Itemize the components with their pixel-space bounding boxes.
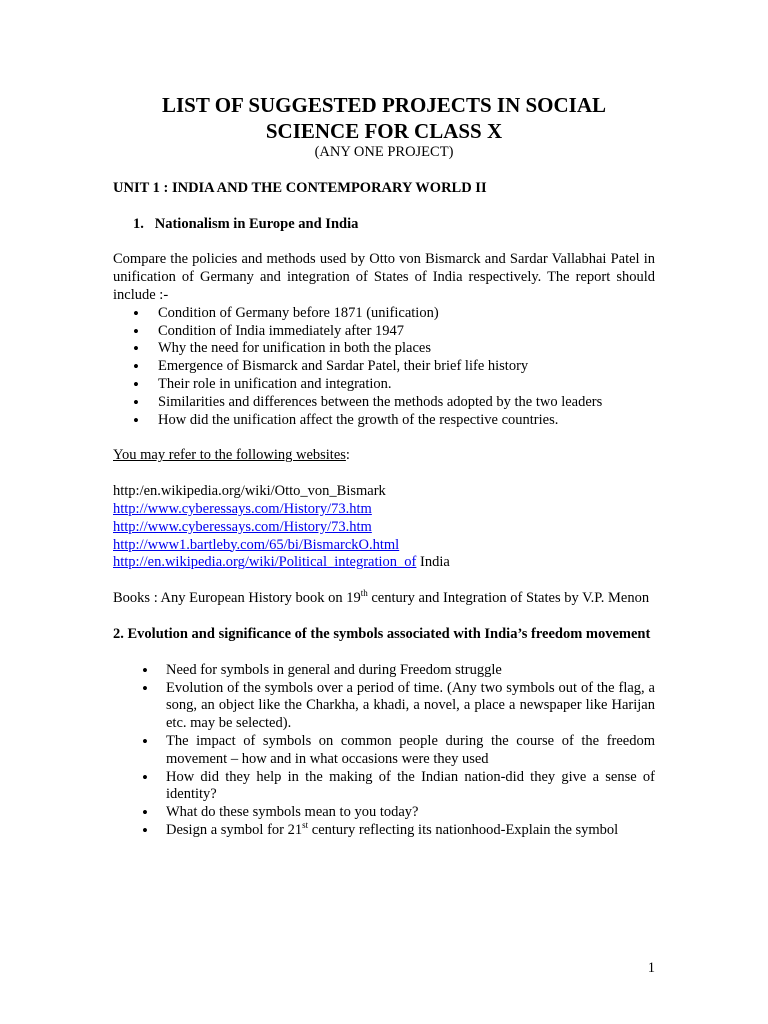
- books-reference: [113, 590, 655, 608]
- books-text: Books : Any European History book on 19: [113, 590, 361, 607]
- list-item: • Similarities and differences between the methods adopted by the two leaders: [113, 394, 655, 412]
- list-item: • Condition of India immediately after 1947: [113, 323, 655, 341]
- last-bullet-text: Design a symbol for 21: [166, 821, 303, 838]
- unit-heading: UNIT 1 : INDIA AND THE CONTEMPORARY WORLD II: [113, 179, 487, 196]
- project1-intro: Compare the policies and methods used by Otto von Bismarck and Sardar Vallabhai Patel in unification of Germany and integration of States of India respectively. The report should include :-: [113, 251, 655, 303]
- website-link[interactable]: http://www1.bartleby.com/65/bi/BismarckO.html: [113, 536, 400, 553]
- list-item: • What do these symbols mean to you today?: [113, 804, 655, 822]
- list-item: • Evolution of the symbols over a period of time. (Any two symbols out of the flag, a song, an object like the Charkha, a khadi, a novel, a place a newspaper like Harijan etc. may be selected).: [113, 680, 655, 733]
- project1-title: Nationalism in Europe and India: [154, 215, 359, 232]
- website-suffix: India: [416, 554, 450, 571]
- title-line-1: LIST OF SUGGESTED PROJECTS IN SOCIAL: [161, 93, 607, 117]
- website-link[interactable]: http://www.cyberessays.com/History/73.htm: [113, 518, 372, 535]
- list-item: • Their role in unification and integration.: [113, 376, 655, 394]
- books-text-end: century and Integration of States by V.P. Menon: [367, 590, 650, 607]
- list-item: • Why the need for unification in both the places: [113, 340, 655, 358]
- project1-heading: [113, 216, 655, 234]
- books-superscript: th: [360, 588, 368, 599]
- list-item: • Condition of Germany before 1871 (unification): [113, 305, 655, 323]
- list-item: [113, 822, 655, 840]
- website-link[interactable]: http://www.cyberessays.com/History/73.htm: [113, 500, 372, 517]
- project1-bullet-list: [113, 305, 655, 430]
- page-number: 1: [647, 960, 655, 976]
- list-item: • How did the unification affect the growth of the respective countries.: [113, 412, 655, 430]
- last-bullet-text-end: century reflecting its nationhood-Explain the symbol: [308, 821, 619, 838]
- website-plain: http:/en.wikipedia.org/wiki/Otto_von_Bismark: [113, 483, 386, 500]
- list-item: • The impact of symbols on common people during the course of the freedom movement – how and in what occasions were they used: [113, 733, 655, 769]
- refer-websites-label: [113, 447, 655, 465]
- list-item: • Need for symbols in general and during Freedom struggle: [113, 662, 655, 680]
- page-title: [113, 92, 655, 144]
- refer-label-text: You may refer to the following websites: [113, 447, 346, 464]
- project2-heading: 2. Evolution and significance of the symbols associated with India’s freedom movement: [113, 625, 651, 642]
- website-link[interactable]: http://en.wikipedia.org/wiki/Political_integration_of: [113, 554, 417, 571]
- document-page: [113, 92, 655, 840]
- subtitle: (ANY ONE PROJECT): [314, 144, 454, 160]
- title-line-2: SCIENCE FOR CLASS X: [265, 119, 503, 143]
- list-item: • How did they help in the making of the Indian nation-did they give a sense of identity?: [113, 769, 655, 805]
- website-list: [113, 483, 655, 572]
- list-item: • Emergence of Bismarck and Sardar Patel, their brief life history: [113, 358, 655, 376]
- refer-colon: :: [345, 447, 350, 464]
- last-bullet-superscript: st: [302, 820, 309, 831]
- project2-bullet-list: [113, 662, 655, 840]
- project1-number: 1.: [133, 215, 144, 232]
